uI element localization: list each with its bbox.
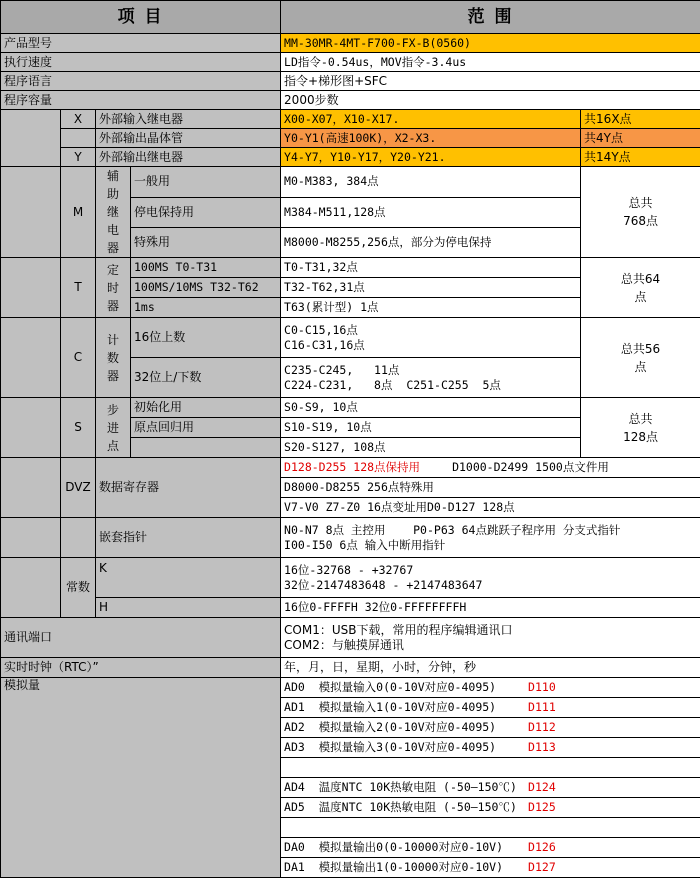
m-total: 总共768点 — [623, 196, 658, 228]
speed-label: 执行速度 — [1, 53, 281, 72]
header-range: 范 围 — [281, 1, 700, 34]
analog-row — [281, 778, 700, 798]
rtc-value: 年，月，日，星期，小时，分钟，秒 — [281, 658, 700, 678]
analog-row — [281, 698, 700, 718]
const-k-line2: 32位-2147483648 - +2147483647 — [284, 577, 483, 592]
m-name: 停电保持用 — [131, 197, 281, 228]
s-total: 总共128点 — [623, 411, 658, 444]
analog-row — [281, 758, 700, 778]
dvz-line1 — [281, 458, 700, 478]
c-group-cell — [1, 318, 61, 398]
dvz-retain-red: D128-D255 128点保持用 — [284, 460, 421, 474]
m-group-label: 辅助继电器 — [106, 169, 119, 255]
row-s-init — [1, 398, 700, 418]
t-group-cell — [1, 258, 61, 318]
analog-desc: AD4 温度NTC 10K热敏电阻 (-50—150℃) — [284, 780, 517, 794]
row-speed — [1, 53, 700, 72]
m-range: M384-M511,128点 — [281, 197, 581, 228]
analog-desc: AD1 模拟量输入1(0-10V对应0-4095) — [284, 700, 497, 714]
s-code: S — [61, 398, 96, 458]
dvz-group-cell — [1, 458, 61, 518]
row-nest — [1, 518, 700, 558]
c-range-line2: C16-C31,16点 — [284, 337, 365, 352]
io-code: Y — [61, 148, 96, 167]
capacity-value: 2000步数 — [281, 91, 700, 110]
s-group-cell — [1, 398, 61, 458]
product-label: 产品型号 — [1, 34, 281, 53]
row-capacity — [1, 91, 700, 110]
io-range: Y4-Y7，Y10-Y17，Y20-Y21. — [281, 148, 581, 167]
io-range: Y0-Y1(高速100K)，X2-X3. — [281, 129, 581, 148]
analog-row — [281, 798, 700, 818]
io-group-cell — [1, 110, 61, 167]
analog-label: 模拟量 — [1, 678, 281, 878]
t-total: 总共64点 — [620, 271, 661, 304]
c-range-line1: C0-C15,16点 — [284, 322, 358, 337]
m-range: M8000-M8255,256点，部分为停电保持 — [281, 228, 581, 258]
t-range: T0-T31,32点 — [281, 258, 581, 278]
analog-register: D127 — [528, 860, 556, 874]
comm-value — [281, 618, 700, 658]
analog-desc: AD3 模拟量输入3(0-10V对应0-4095) — [284, 740, 497, 754]
io-name: 外部输入继电器 — [96, 110, 281, 129]
io-total: 共4Y点 — [581, 129, 700, 148]
header-row — [1, 1, 700, 34]
row-io-transistor — [1, 129, 700, 148]
nest-value — [281, 518, 700, 558]
const-k-line1: 16位-32768 - +32767 — [284, 562, 414, 577]
t-range: T32-T62,31点 — [281, 278, 581, 298]
t-name: 1ms — [131, 298, 281, 318]
const-k-value — [281, 558, 700, 598]
row-t-100ms — [1, 258, 700, 278]
rtc-label: 实时时钟（RTC）” — [1, 658, 281, 678]
io-range: X00-X07，X10-X17. — [281, 110, 581, 129]
analog-row — [281, 858, 700, 878]
dvz-file: D1000-D2499 1500点文件用 — [452, 460, 609, 474]
speed-value: LD指令-0.54us，MOV指令-3.4us — [281, 53, 700, 72]
comm-line1: COM1：USB下载，常用的程序编辑通讯口 — [284, 622, 513, 637]
s-range: S20-S127, 108点 — [281, 438, 581, 458]
m-group-cell — [1, 167, 61, 258]
c-code: C — [61, 318, 96, 398]
io-name: 外部输出继电器 — [96, 148, 281, 167]
nest-line2: I00-I50 6点 输入中断用指针 — [284, 537, 446, 552]
analog-register: D126 — [528, 840, 556, 854]
header-item: 项 目 — [1, 1, 281, 34]
const-h-value: 16位0-FFFFH 32位0-FFFFFFFFH — [281, 598, 700, 618]
row-rtc — [1, 658, 700, 678]
comm-line2: COM2：与触摸屏通讯 — [284, 637, 404, 652]
dvz-line3: V7-V0 Z7-Z0 16点变址用D0-D127 128点 — [281, 498, 700, 518]
io-total: 共14Y点 — [581, 148, 700, 167]
product-value: MM-30MR-4MT-F700-FX-B(0560) — [281, 34, 700, 53]
row-const-k — [1, 558, 700, 598]
io-total: 共16X点 — [581, 110, 700, 129]
t-group-label: 定时器 — [106, 262, 119, 313]
nest-line1: N0-N7 8点 主控用 P0-P63 64点跳跃子程序用 分支式指针 — [284, 522, 621, 537]
analog-row — [281, 818, 700, 838]
t-code: T — [61, 258, 96, 318]
row-analog-0 — [1, 678, 700, 698]
nest-code-cell — [61, 518, 96, 558]
c-range-line2: C224-C231, 8点 C251-C255 5点 — [284, 377, 501, 392]
s-range: S0-S9, 10点 — [281, 398, 581, 418]
io-name: 外部输出晶体管 — [96, 129, 281, 148]
const-h-label: H — [96, 598, 281, 618]
c-range — [281, 358, 581, 398]
row-product — [1, 34, 700, 53]
t-name: 100MS/10MS T32-T62 — [131, 278, 281, 298]
analog-desc: AD0 模拟量输入0(0-10V对应0-4095) — [284, 680, 497, 694]
row-io-y — [1, 148, 700, 167]
analog-row — [281, 738, 700, 758]
row-m-general — [1, 167, 700, 198]
row-c-16bit — [1, 318, 700, 358]
language-label: 程序语言 — [1, 72, 281, 91]
s-range: S10-S19, 10点 — [281, 418, 581, 438]
analog-register: D125 — [528, 800, 556, 814]
row-const-h — [1, 598, 700, 618]
c-total: 总共56点 — [620, 341, 661, 374]
analog-register: D124 — [528, 780, 556, 794]
c-name: 32位上/下数 — [131, 358, 281, 398]
s-name: 原点回归用 — [131, 418, 281, 438]
dvz-line2: D8000-D8255 256点特殊用 — [281, 478, 700, 498]
dvz-code: DVZ — [61, 458, 96, 518]
m-name: 一般用 — [131, 167, 281, 198]
c-group-label: 计数器 — [106, 332, 119, 383]
comm-label: 通讯端口 — [1, 618, 281, 658]
analog-desc: AD2 模拟量输入2(0-10V对应0-4095) — [284, 720, 497, 734]
language-value: 指令+梯形图+SFC — [281, 72, 700, 91]
t-range: T63(累计型) 1点 — [281, 298, 581, 318]
c-range-line1: C235-C245, 11点 — [284, 362, 400, 377]
analog-register: D110 — [528, 680, 556, 694]
t-name: 100MS T0-T31 — [131, 258, 281, 278]
capacity-label: 程序容量 — [1, 91, 281, 110]
analog-desc: DA1 模拟量输出1(0-10000对应0-10V) — [284, 860, 504, 874]
analog-register: D111 — [528, 700, 556, 714]
analog-desc: DA0 模拟量输出0(0-10000对应0-10V) — [284, 840, 504, 854]
row-language — [1, 72, 700, 91]
analog-desc: AD5 温度NTC 10K热敏电阻 (-50—150℃) — [284, 800, 517, 814]
analog-row — [281, 838, 700, 858]
s-name: 初始化用 — [131, 398, 281, 418]
s-name — [131, 438, 281, 458]
analog-register: D112 — [528, 720, 556, 734]
analog-register: D113 — [528, 740, 556, 754]
row-io-x — [1, 110, 700, 129]
io-code: X — [61, 110, 96, 129]
analog-row — [281, 718, 700, 738]
c-name: 16位上数 — [131, 318, 281, 358]
const-k-label: K — [96, 558, 281, 598]
row-dvz-1 — [1, 458, 700, 478]
m-name: 特殊用 — [131, 228, 281, 258]
s-group-label: 步进点 — [106, 402, 119, 453]
const-group-cell — [1, 558, 61, 618]
dvz-name: 数据寄存器 — [96, 458, 281, 518]
row-comm — [1, 618, 700, 658]
nest-name: 嵌套指针 — [96, 518, 281, 558]
analog-row — [281, 678, 700, 698]
m-code: M — [61, 167, 96, 258]
const-label: 常数 — [61, 558, 96, 618]
c-range — [281, 318, 581, 358]
m-range: M0-M383, 384点 — [281, 167, 581, 198]
nest-group-cell — [1, 518, 61, 558]
io-code — [61, 129, 96, 148]
